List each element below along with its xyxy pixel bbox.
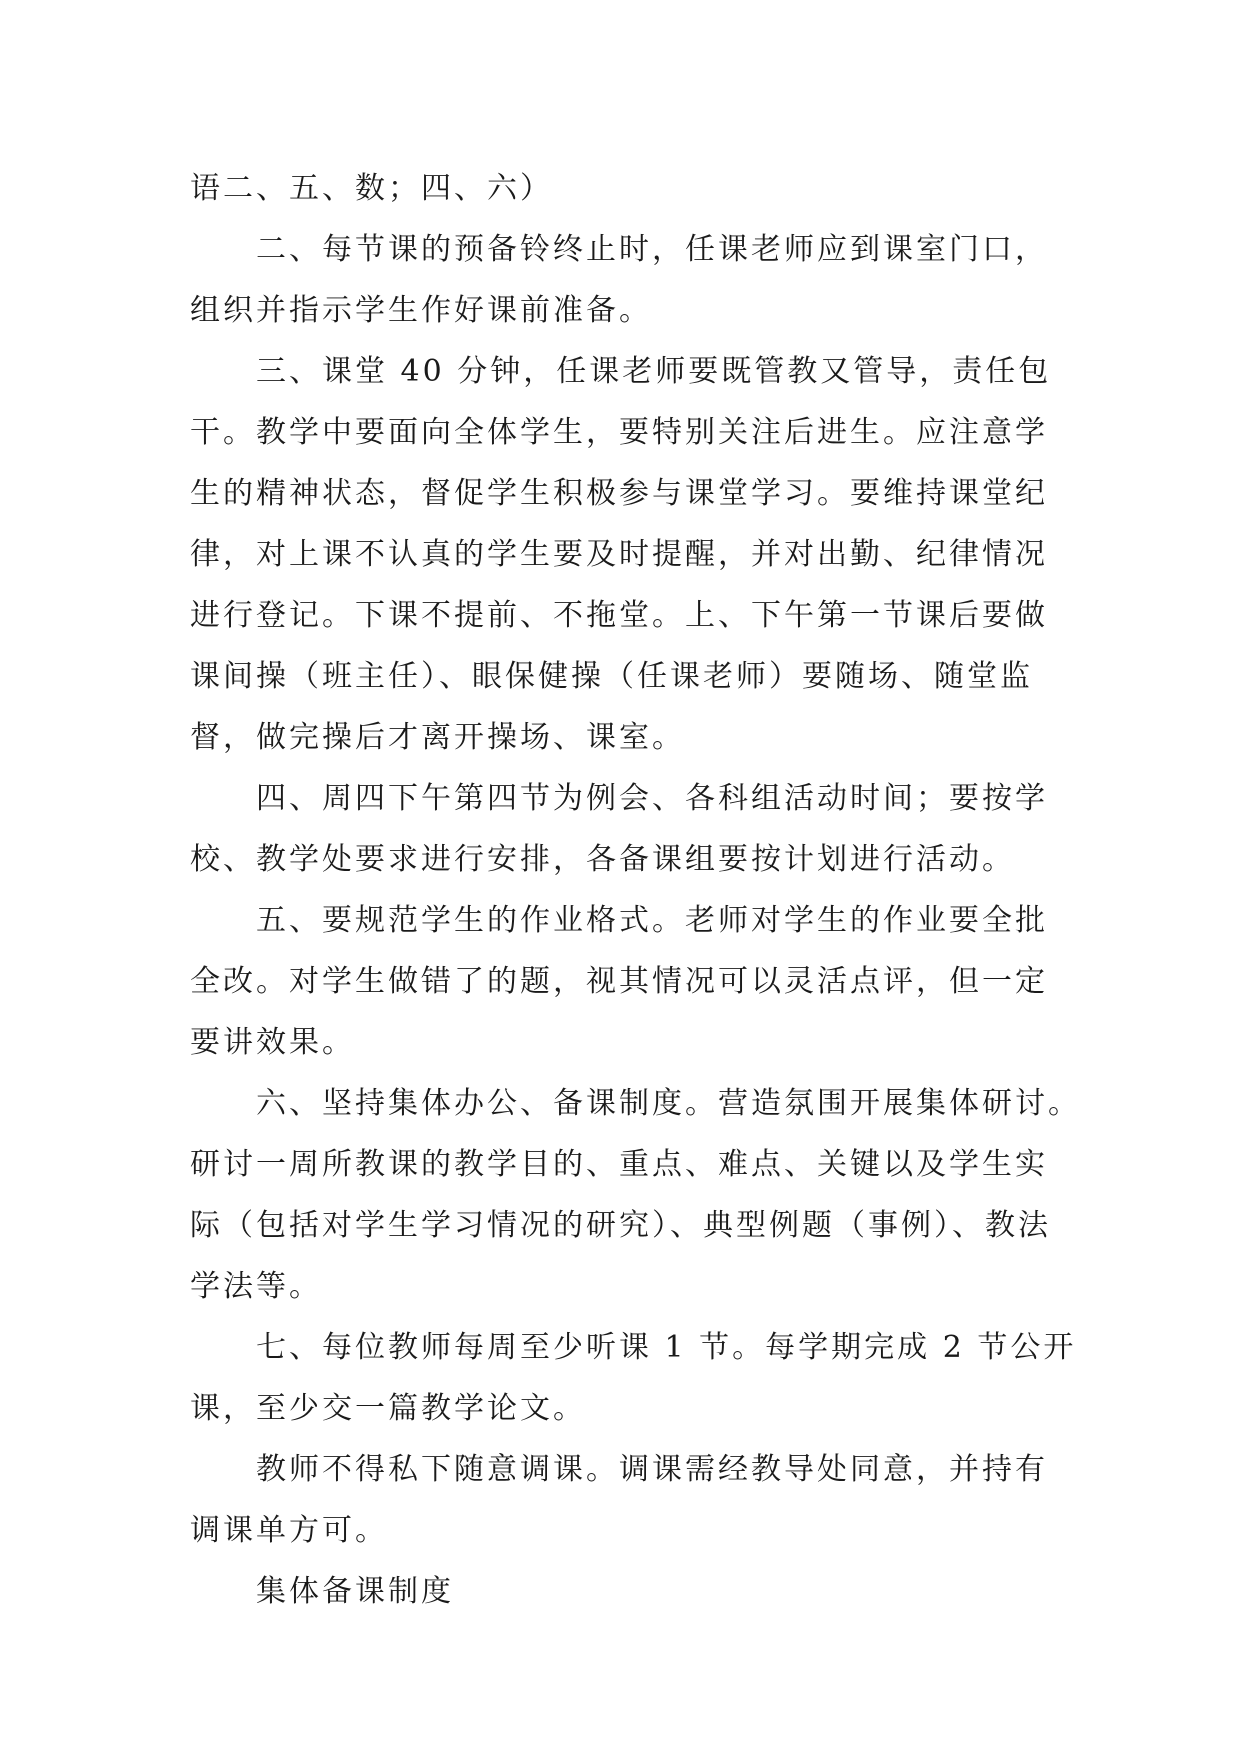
text-line: 七、每位教师每周至少听课 1 节。每学期完成 2 节公开 [256, 1330, 1077, 1365]
text-line: 三、课堂 40 分钟，任课老师要既管教又管导，责任包 [256, 354, 1052, 389]
text-line: 生的精神状态，督促学生积极参与课堂学习。要维持课堂纪 [190, 476, 1048, 511]
document-body [190, 158, 1081, 1622]
text-line: 际（包括对学生学习情况的研究）、典型例题（事例）、教法 [190, 1208, 1051, 1243]
text-line: 校、教学处要求进行安排，各备课组要按计划进行活动。 [190, 842, 1015, 877]
text-line: 干。教学中要面向全体学生，要特别关注后进生。应注意学 [190, 415, 1048, 450]
text-line: 五、要规范学生的作业格式。老师对学生的作业要全批 [256, 903, 1048, 938]
text-line: 学法等。 [190, 1269, 322, 1304]
text-line: 二、每节课的预备铃终止时，任课老师应到课室门口， [256, 232, 1048, 267]
text-line: 教师不得私下随意调课。调课需经教导处同意，并持有 [256, 1452, 1048, 1487]
text-line: 六、坚持集体办公、备课制度。营造氛围开展集体研讨。 [256, 1086, 1081, 1121]
text-line: 组织并指示学生作好课前准备。 [190, 293, 652, 328]
text-line: 督，做完操后才离开操场、课室。 [190, 720, 685, 755]
text-line: 集体备课制度 [256, 1574, 454, 1609]
text-line: 律，对上课不认真的学生要及时提醒，并对出勤、纪律情况 [190, 537, 1048, 572]
text-line: 课间操（班主任）、眼保健操（任课老师）要随场、随堂监 [190, 659, 1033, 694]
text-line: 进行登记。下课不提前、不拖堂。上、下午第一节课后要做 [190, 598, 1048, 633]
text-line: 四、周四下午第四节为例会、各科组活动时间；要按学 [256, 781, 1048, 816]
text-line: 语二、五、数；四、六） [190, 171, 553, 206]
text-line: 课，至少交一篇教学论文。 [190, 1391, 586, 1426]
text-line: 全改。对学生做错了的题，视其情况可以灵活点评，但一定 [190, 964, 1048, 999]
text-line: 要讲效果。 [190, 1025, 355, 1060]
text-line: 研讨一周所教课的教学目的、重点、难点、关键以及学生实 [190, 1147, 1048, 1182]
text-line: 调课单方可。 [190, 1513, 388, 1548]
